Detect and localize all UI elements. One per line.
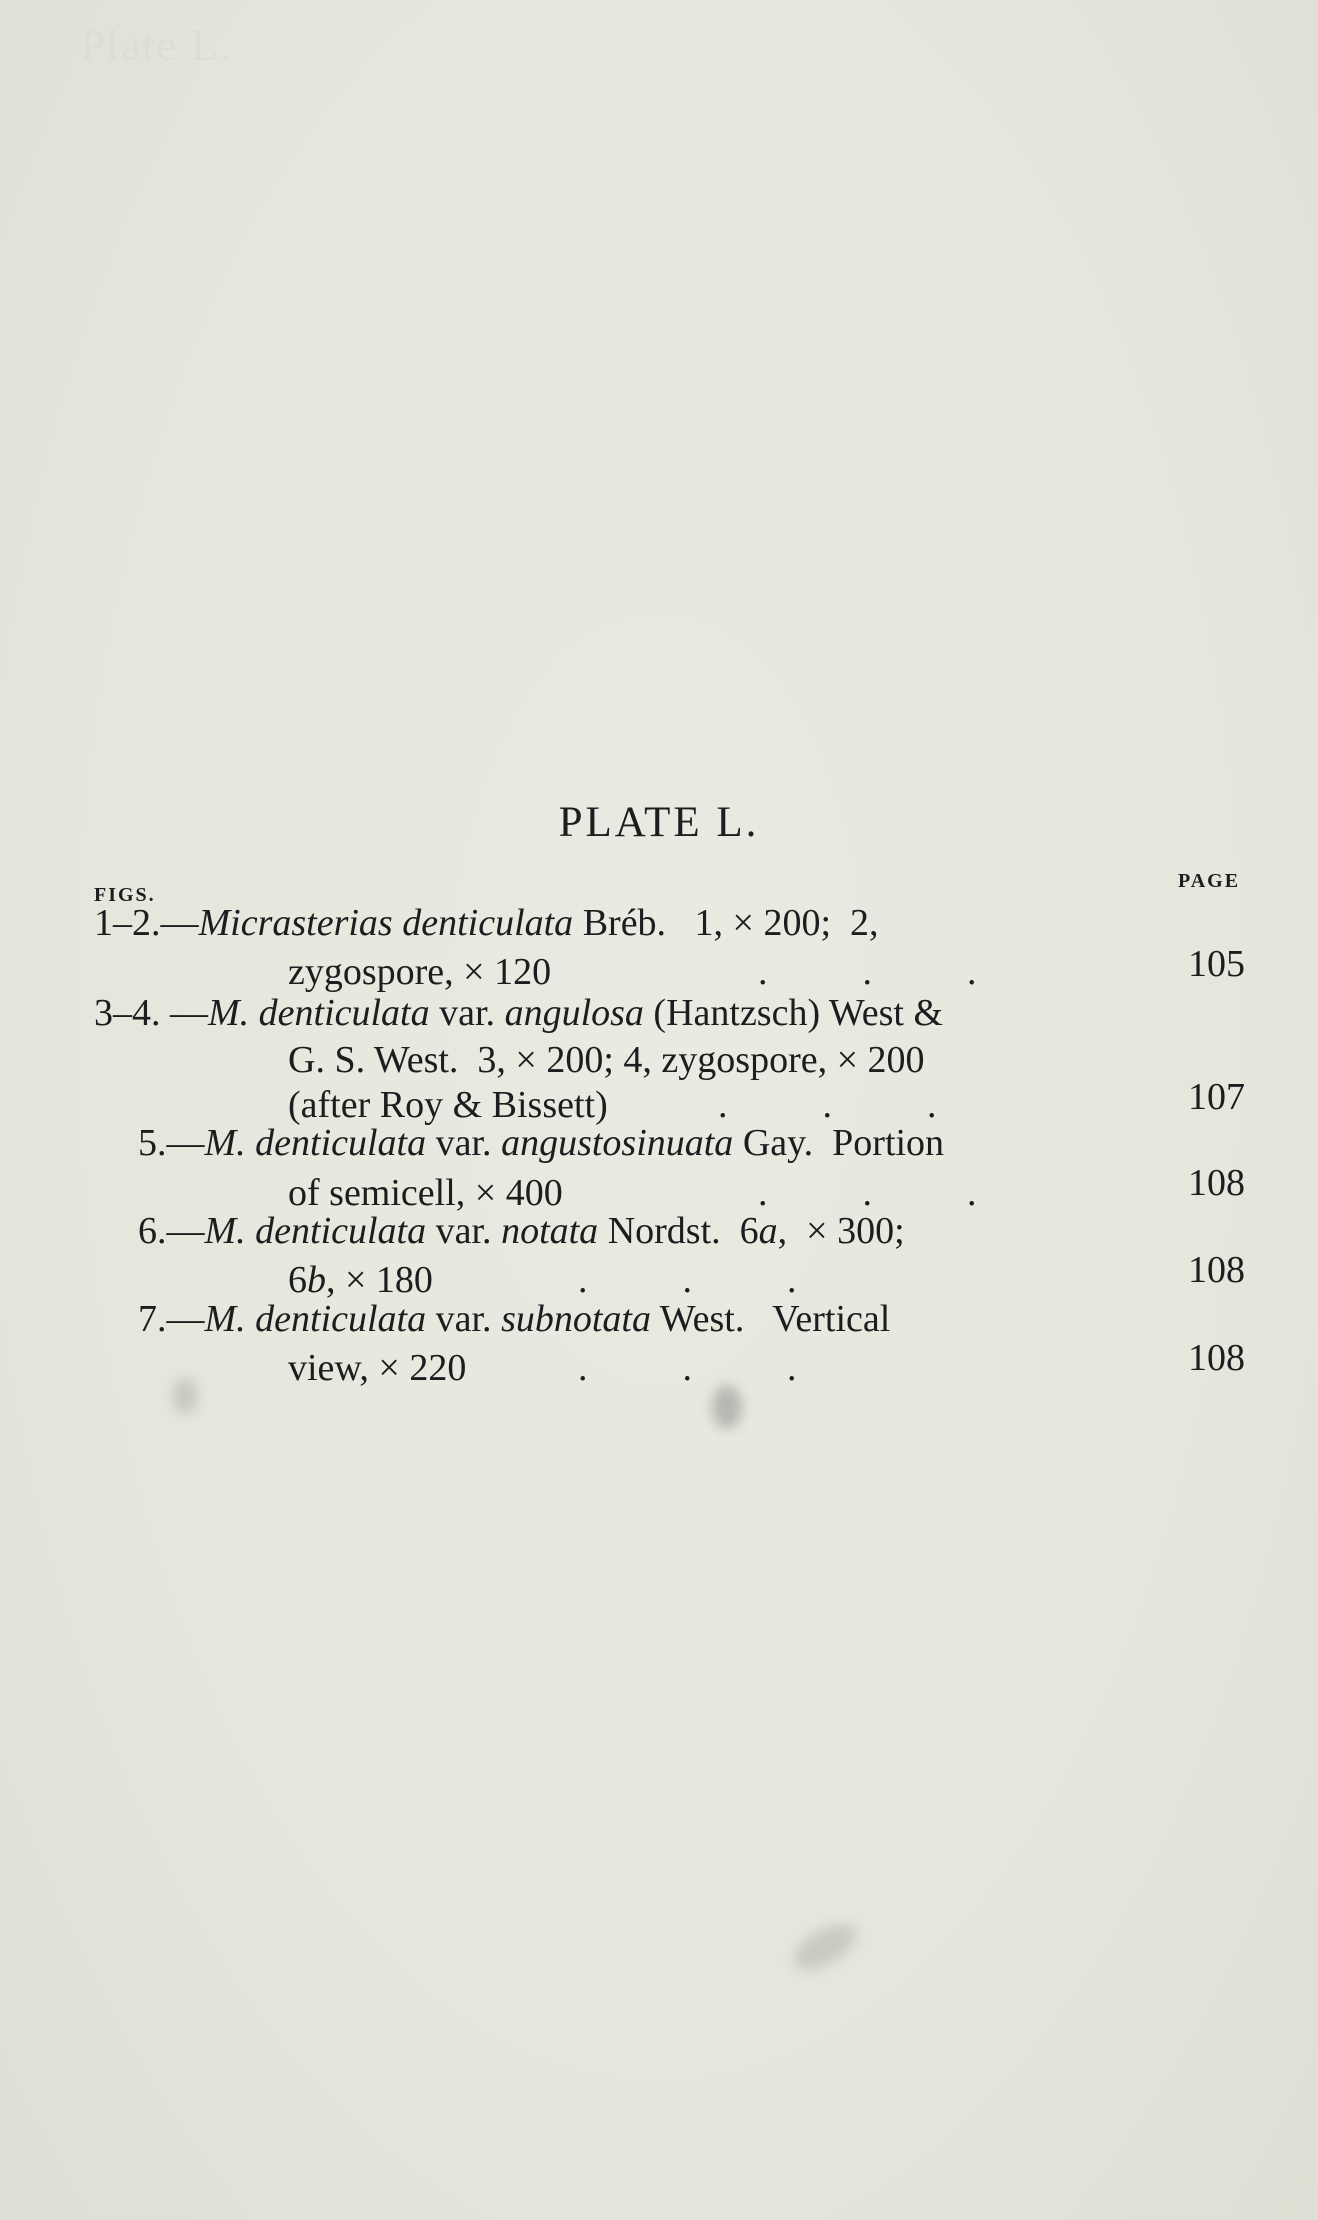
paper-smudge [786, 1915, 864, 1979]
entry-1-page: 105 [1188, 943, 1245, 985]
entry-3-authority: Gay. Portion [742, 1122, 945, 1164]
entry-4-magnification-b: , × 180 [326, 1259, 433, 1301]
entry-2-number: 3–4. — [94, 992, 208, 1034]
entry-1-leader: . . . [758, 951, 977, 993]
entry-5-page: 108 [1188, 1337, 1245, 1379]
entry-2-line-3 [288, 1084, 937, 1126]
entry-5-line-2 [288, 1347, 797, 1389]
entry-4-page: 108 [1188, 1249, 1245, 1291]
entry-2-species: denticulata [258, 992, 430, 1034]
entry-3-species: denticulata [255, 1122, 427, 1164]
entry-3-page: 108 [1188, 1162, 1245, 1204]
entry-3-var: var. [435, 1122, 492, 1164]
entry-4-fig-num: 6 [288, 1259, 307, 1301]
entry-4-leader: . . . [578, 1259, 797, 1301]
entry-2-line-1 [94, 994, 943, 1032]
entry-2-genus: M. [208, 992, 250, 1034]
entry-5-view: view, × 220 [288, 1347, 467, 1389]
plate-title: PLATE L. [558, 799, 760, 846]
entry-5-number: 7.— [138, 1298, 205, 1340]
entry-4-number: 6.— [138, 1210, 205, 1252]
entry-1-species: denticulata [402, 902, 574, 944]
entry-2-var: var. [439, 992, 496, 1034]
entry-3-variety: angustosinuata [501, 1122, 734, 1164]
entry-4-line-2 [288, 1259, 797, 1301]
entry-4-sub-a: a [758, 1210, 778, 1252]
entry-1-line-1 [94, 904, 879, 942]
entry-4-variety: notata [501, 1210, 599, 1252]
entry-5-genus: M. [204, 1298, 246, 1340]
entry-4-genus: M. [204, 1210, 246, 1252]
entry-3-genus: M. [204, 1122, 246, 1164]
entry-3-number: 5.— [138, 1122, 205, 1164]
entry-5-species: denticulata [255, 1298, 427, 1340]
entry-4-var: var. [435, 1210, 492, 1252]
entry-4-species: denticulata [255, 1210, 427, 1252]
show-through-running-head: Plate L. [80, 21, 233, 70]
entry-5-var: var. [435, 1298, 492, 1340]
entry-5-line-1 [138, 1300, 890, 1338]
entry-5-authority: West. Vertical [659, 1298, 891, 1340]
paper-smudge [712, 1385, 742, 1429]
entry-1-zygospore: zygospore, × 120 [288, 951, 552, 993]
entry-1-details: Bréb. 1, × 200; 2, [582, 902, 879, 944]
entry-2-page: 107 [1188, 1076, 1245, 1118]
entry-2-leader: . . . [718, 1084, 937, 1126]
page-column-label: PAGE [1178, 870, 1241, 892]
entry-3-semicell: of semicell, × 400 [288, 1172, 563, 1214]
entry-1-number: 1–2.— [94, 902, 199, 944]
entry-3-leader: . . . [758, 1172, 977, 1214]
entry-1-genus: Micrasterias [198, 902, 393, 944]
entry-2-line-2: G. S. West. 3, × 200; 4, zygospore, × 200 [288, 1039, 925, 1081]
entry-4-sub-b: b [307, 1259, 326, 1301]
entry-1-line-2 [288, 951, 977, 993]
entry-4-authority: Nordst. 6 [607, 1210, 759, 1252]
entry-5-leader: . . . [578, 1347, 797, 1389]
entry-4-magnification: , × 300; [777, 1210, 905, 1252]
entry-5-variety: subnotata [501, 1298, 651, 1340]
paper-smudge [172, 1378, 198, 1414]
entry-2-authority: (Hantzsch) West & [653, 992, 944, 1034]
entry-2-variety: angulosa [504, 992, 644, 1034]
entry-3-line-2 [288, 1172, 977, 1214]
entry-4-line-1 [138, 1212, 905, 1250]
entry-2-after: (after Roy & Bissett) [288, 1084, 608, 1126]
entry-3-line-1 [138, 1124, 944, 1162]
figs-column-label: FIGS. [94, 884, 156, 906]
